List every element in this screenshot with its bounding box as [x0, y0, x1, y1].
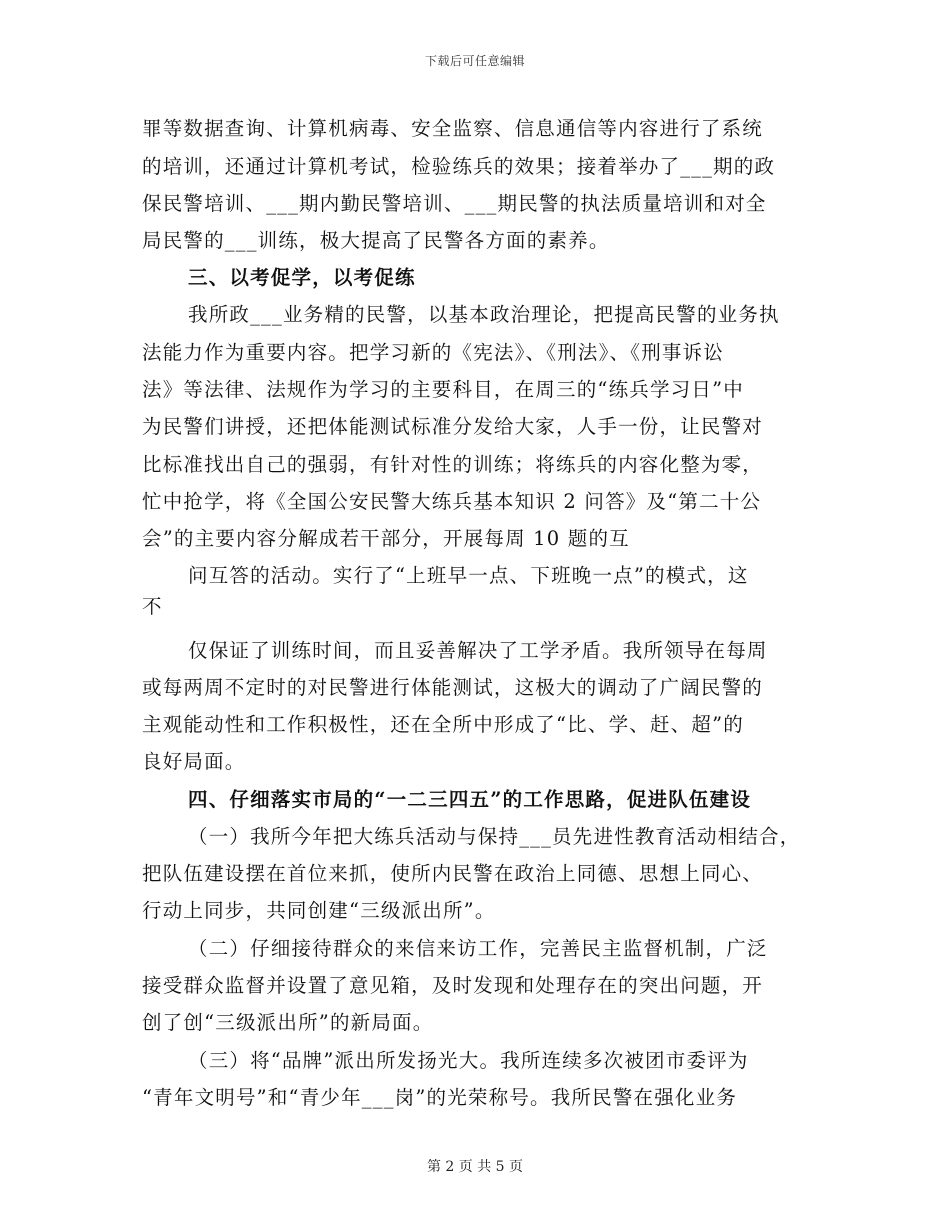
text-line: 问互答的活动。实行了“上班早一点、下班晚一点”的模式，这 — [188, 564, 749, 587]
text-line: 忙中抢学，将《全国公安民警大练兵基本知识 2 问答》及“第二十公 — [142, 490, 762, 513]
text-line: 或每两周不定时的对民警进行体能测试，这极大的调动了广阔民警的 — [142, 676, 764, 699]
text-line: 法》等法律、法规作为学习的主要科目，在周三的“练兵学习日”中 — [142, 378, 744, 401]
text-line: （一）我所今年把大练兵活动与保持___员先进性教育活动相结合， — [188, 825, 801, 848]
text-line: （二）仔细接待群众的来信来访工作，完善民主监督机制，广泛 — [188, 937, 768, 960]
section-heading-4: 四、仔细落实市局的“一二三四五”的工作思路，促进队伍建设 — [188, 788, 752, 811]
text-line: 会”的主要内容分解成若干部分，开展每周 10 题的互 — [142, 527, 630, 550]
text-line: （三）将“品牌”派出所发扬光大。我所连续多次被团市委评为 — [188, 1049, 749, 1072]
text-line: 仅保证了训练时间，而且妥善解决了工学矛盾。我所领导在每周 — [188, 639, 768, 662]
text-line: 良好局面。 — [142, 750, 246, 773]
text-line: 主观能动性和工作积极性，还在全所中形成了“比、学、赶、超”的 — [142, 713, 744, 736]
section-heading-3: 三、以考促学，以考促练 — [188, 266, 416, 289]
text-line: 接受群众监督并设置了意见箱，及时发现和处理存在的突出问题，开 — [142, 974, 764, 997]
text-line: 为民警们讲授，还把体能测试标准分发给大家，人手一份，让民警对 — [142, 415, 764, 438]
text-line: 我所政___业务精的民警，以基本政治理论，把提高民警的业务执 — [188, 303, 780, 326]
text-line: 局民警的___训练，极大提高了民警各方面的素养。 — [142, 229, 610, 252]
text-line: 创了创“三级派出所”的新局面。 — [142, 1011, 434, 1034]
text-line: 罪等数据查询、计算机病毒、安全监察、信息通信等内容进行了系统 — [142, 117, 764, 140]
text-line: 保民警培训、___期内勤民警培训、___期民警的执法质量培训和对全 — [142, 192, 767, 215]
page-header: 下载后可任意编辑 — [424, 54, 525, 68]
text-line: 比标准找出自己的强弱，有针对性的训练；将练兵的内容化整为零， — [142, 453, 764, 476]
text-line: 行动上同步，共同创建“三级派出所”。 — [142, 899, 496, 922]
text-line: 把队伍建设摆在首位来抓，使所内民警在政治上同德、思想上同心、 — [142, 862, 764, 885]
text-line: 不 — [142, 595, 163, 618]
text-line: 法能力作为重要内容。把学习新的《宪法》、《刑法》、《刑事诉讼 — [142, 341, 725, 364]
text-line: “青年文明号”和“青少年___岗”的光荣称号。我所民警在强化业务 — [142, 1086, 738, 1109]
text-line: 的培训，还通过计算机考试，检验练兵的效果；接着举办了___期的政 — [142, 155, 776, 178]
page-number: 第 2 页 共 5 页 — [426, 1159, 524, 1175]
